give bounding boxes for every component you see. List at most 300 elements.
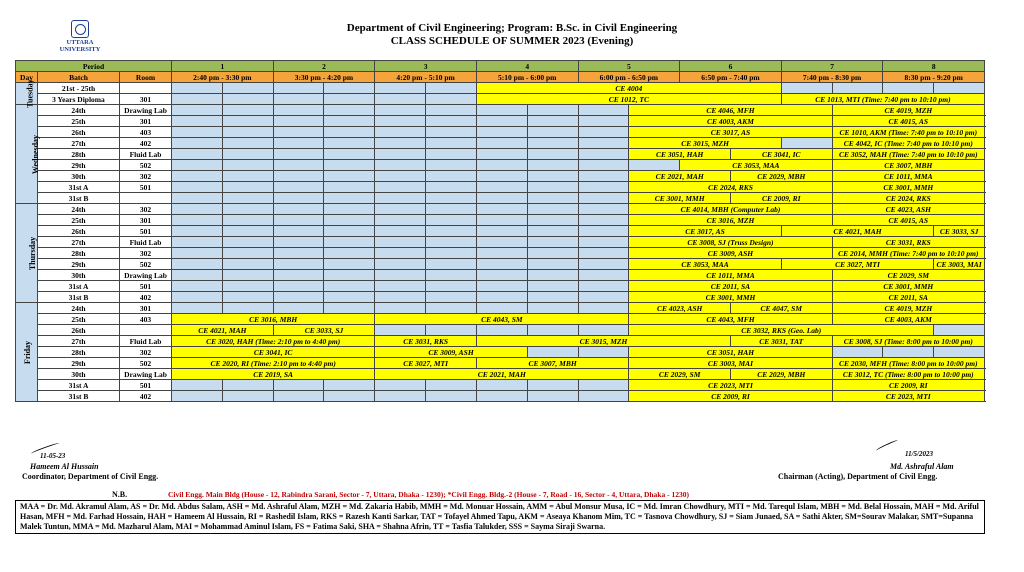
logo-text-top: UTTARA <box>66 39 94 46</box>
room-cell: Drawing Lab <box>120 270 172 281</box>
empty-slot <box>426 270 477 281</box>
period-number-8: 8 <box>883 61 985 72</box>
empty-slot <box>172 248 223 259</box>
class-slot: CE 3003, MAI <box>934 259 985 270</box>
empty-slot <box>578 237 629 248</box>
day-name: Thursday <box>28 236 38 270</box>
class-slot: CE 3020, HAH (Time: 2:10 pm to 4:40 pm) <box>172 336 375 347</box>
period-header: Period <box>16 61 172 72</box>
empty-slot <box>375 94 426 105</box>
time-slot-header: 6:00 pm - 6:50 pm <box>578 72 680 83</box>
empty-slot <box>222 182 273 193</box>
day-label-wednesday <box>16 105 41 204</box>
empty-slot <box>324 105 375 116</box>
empty-slot <box>578 138 629 149</box>
empty-slot <box>527 248 578 259</box>
class-slot: CE 3001, MMH <box>832 182 984 193</box>
empty-slot <box>222 237 273 248</box>
room-cell: 302 <box>120 204 172 215</box>
empty-slot <box>426 380 477 391</box>
class-slot: CE 3008, SJ (Time: 8:00 pm to 10:00 pm) <box>832 336 984 347</box>
empty-slot <box>222 138 273 149</box>
schedule-row <box>16 105 985 116</box>
empty-slot <box>222 281 273 292</box>
empty-slot <box>172 105 223 116</box>
batch-cell: 25th <box>38 215 120 226</box>
schedule-row <box>16 204 985 215</box>
empty-slot <box>324 116 375 127</box>
schedule-row <box>16 347 985 358</box>
class-slot: CE 2020, RI (Time: 2:10 pm to 4:40 pm) <box>172 358 375 369</box>
empty-slot <box>527 347 578 358</box>
period-number-4: 4 <box>476 61 578 72</box>
empty-slot <box>578 116 629 127</box>
class-slot: CE 3003, MAI <box>629 358 832 369</box>
empty-slot <box>883 347 934 358</box>
empty-slot <box>375 292 426 303</box>
empty-slot <box>883 83 934 94</box>
empty-slot <box>426 325 477 336</box>
batch-cell: 30th <box>38 270 120 281</box>
day-label-thursday <box>16 204 38 303</box>
class-slot: CE 1013, MTI (Time: 7:40 pm to 10:10 pm) <box>781 94 984 105</box>
empty-slot <box>476 281 527 292</box>
period-number-6: 6 <box>680 61 782 72</box>
chairman-title: Chairman (Acting), Department of Civil Engg. <box>778 472 938 481</box>
empty-slot <box>324 127 375 138</box>
empty-slot <box>324 259 375 270</box>
batch-cell: 27th <box>38 138 120 149</box>
empty-slot <box>324 380 375 391</box>
time-slot-header: 4:20 pm - 5:10 pm <box>375 72 477 83</box>
class-slot: CE 4043, MFH <box>629 314 832 325</box>
empty-slot <box>222 105 273 116</box>
batch-cell: 31st A <box>38 281 120 292</box>
empty-slot <box>578 391 629 402</box>
class-slot: CE 3031, TAT <box>730 336 832 347</box>
empty-slot <box>578 193 629 204</box>
empty-slot <box>527 215 578 226</box>
empty-slot <box>426 292 477 303</box>
class-slot: CE 4019, MZH <box>832 105 984 116</box>
empty-slot <box>172 149 223 160</box>
empty-slot <box>273 237 324 248</box>
class-slot: CE 3001, MMH <box>629 193 731 204</box>
empty-slot <box>172 391 223 402</box>
empty-slot <box>375 116 426 127</box>
class-slot: CE 3033, SJ <box>273 325 375 336</box>
schedule-subtitle: CLASS SCHEDULE OF SUMMER 2023 (Evening) <box>390 35 634 47</box>
class-slot: CE 2019, SA <box>172 369 375 380</box>
schedule-row <box>16 358 985 369</box>
empty-slot <box>476 193 527 204</box>
coordinator-title: Coordinator, Department of Civil Engg. <box>22 472 159 481</box>
empty-slot <box>172 259 223 270</box>
class-slot: CE 4021, MAH <box>781 226 933 237</box>
empty-slot <box>273 149 324 160</box>
class-slot: CE 4015, AS <box>832 215 984 226</box>
class-slot: CE 3033, SJ <box>934 226 985 237</box>
empty-slot <box>273 259 324 270</box>
empty-slot <box>324 83 375 94</box>
empty-slot <box>476 380 527 391</box>
empty-slot <box>273 105 324 116</box>
empty-slot <box>426 237 477 248</box>
empty-slot <box>375 83 426 94</box>
empty-slot <box>273 204 324 215</box>
empty-slot <box>324 193 375 204</box>
batch-cell: 21st - 25th <box>38 83 120 94</box>
class-slot: CE 3015, MZH <box>476 336 730 347</box>
schedule-row <box>16 336 985 347</box>
empty-slot <box>222 149 273 160</box>
room-cell: 403 <box>120 127 172 138</box>
batch-cell: 28th <box>38 248 120 259</box>
batch-cell: 29th <box>38 160 120 171</box>
empty-slot <box>476 270 527 281</box>
empty-slot <box>273 83 324 94</box>
room-cell: 402 <box>120 391 172 402</box>
room-cell: 302 <box>120 171 172 182</box>
empty-slot <box>578 127 629 138</box>
schedule-row <box>16 325 985 336</box>
class-slot: CE 3001, MMH <box>832 281 984 292</box>
nb-label: N.B. <box>112 490 128 499</box>
schedule-row <box>16 292 985 303</box>
empty-slot <box>222 94 273 105</box>
empty-slot <box>527 270 578 281</box>
empty-slot <box>172 160 223 171</box>
batch-cell: 31st A <box>38 380 120 391</box>
empty-slot <box>426 171 477 182</box>
class-slot: CE 2024, RKS <box>832 193 984 204</box>
empty-slot <box>578 259 629 270</box>
class-slot: CE 3009, ASH <box>629 248 832 259</box>
empty-slot <box>172 94 223 105</box>
empty-slot <box>578 347 629 358</box>
empty-slot <box>426 226 477 237</box>
day-label-tuesday <box>16 79 38 108</box>
empty-slot <box>375 281 426 292</box>
empty-slot <box>172 182 223 193</box>
batch-cell: 31st B <box>38 193 120 204</box>
empty-slot <box>324 171 375 182</box>
room-column-header: Room <box>120 72 172 83</box>
empty-slot <box>375 149 426 160</box>
empty-slot <box>426 248 477 259</box>
class-schedule-table <box>15 60 985 402</box>
empty-slot <box>324 160 375 171</box>
empty-slot <box>426 303 477 314</box>
empty-slot <box>426 127 477 138</box>
time-slot-header: 5:10 pm - 6:00 pm <box>476 72 578 83</box>
empty-slot <box>527 149 578 160</box>
class-slot: CE 2024, RKS <box>629 182 832 193</box>
day-name: Tuesday <box>25 79 35 108</box>
empty-slot <box>273 127 324 138</box>
empty-slot <box>172 116 223 127</box>
chairman-name: Md. Ashraful Alam <box>890 462 954 471</box>
class-slot: CE 1012, TC <box>476 94 781 105</box>
batch-cell: 28th <box>38 149 120 160</box>
class-slot: CE 2023, MTI <box>629 380 832 391</box>
class-slot: CE 4003, AKM <box>629 116 832 127</box>
class-slot: CE 3007, MBH <box>476 358 628 369</box>
time-slot-header: 6:50 pm - 7:40 pm <box>680 72 782 83</box>
empty-slot <box>527 127 578 138</box>
empty-slot <box>476 237 527 248</box>
room-cell <box>120 193 172 204</box>
batch-cell: 26th <box>38 127 120 138</box>
empty-slot <box>578 105 629 116</box>
empty-slot <box>476 391 527 402</box>
class-slot: CE 4047, SM <box>730 303 832 314</box>
empty-slot <box>324 292 375 303</box>
empty-slot <box>426 193 477 204</box>
empty-slot <box>273 116 324 127</box>
empty-slot <box>426 204 477 215</box>
room-cell: 501 <box>120 380 172 391</box>
empty-slot <box>375 270 426 281</box>
batch-cell: 24th <box>38 303 120 314</box>
class-slot: CE 3027, MTI <box>781 259 933 270</box>
empty-slot <box>578 149 629 160</box>
room-cell: 502 <box>120 160 172 171</box>
class-slot: CE 2029, MBH <box>730 369 832 380</box>
empty-slot <box>324 149 375 160</box>
empty-slot <box>172 237 223 248</box>
class-slot: CE 3027, MTI <box>375 358 477 369</box>
empty-slot <box>832 347 883 358</box>
room-cell: 301 <box>120 303 172 314</box>
class-slot: CE 2029, MBH <box>730 171 832 182</box>
empty-slot <box>527 105 578 116</box>
empty-slot <box>578 171 629 182</box>
schedule-title: Department of Civil Engineering; Program: B.Sc. in Civil Engineering <box>346 22 678 34</box>
period-number-2: 2 <box>273 61 375 72</box>
empty-slot <box>578 325 629 336</box>
empty-slot <box>527 303 578 314</box>
room-cell: 301 <box>120 116 172 127</box>
schedule-row <box>16 160 985 171</box>
empty-slot <box>273 248 324 259</box>
empty-slot <box>324 391 375 402</box>
empty-slot <box>324 94 375 105</box>
empty-slot <box>273 270 324 281</box>
empty-slot <box>172 303 223 314</box>
room-cell: 502 <box>120 259 172 270</box>
room-cell: 501 <box>120 226 172 237</box>
empty-slot <box>426 259 477 270</box>
empty-slot <box>222 248 273 259</box>
class-slot: CE 2009, RI <box>730 193 832 204</box>
room-cell: 502 <box>120 358 172 369</box>
empty-slot <box>476 325 527 336</box>
room-cell: Fluid Lab <box>120 336 172 347</box>
empty-slot <box>476 292 527 303</box>
batch-cell: 27th <box>38 237 120 248</box>
schedule-row <box>16 380 985 391</box>
teacher-initials-legend: MAA = Dr. Md. Akramul Alam, AS = Dr. Md. Abdus Salam, ASH = Md. Ashraful Alam, MZH = Md. Zakaria Habib, MMH = Md. Monuar Hossain, AMM = Abul Monsur Musa, IC = Md. Imran Chowdhury, MTI = Md. Tarequl Islam, MBH = Md. Belal Hossain, MAH = Md. Ariful Hasan, MFH = Md. Farhad Hossain, HAH = Hameem Al Hussain, RI = Rashedil Islam, RKS = Razesh Kanti Sarkar, TAT = Tofayel Ahmed Tapu, AKM = Aseaya Khanom Mim, TC = Tasnova Chowdhury, SJ = Siam Junaed, SA = Sathi Akter, SM=Sourav Malakar, SMT=Supanna Malek Tuntun, MMA = Md. Mazharul Alam, MAI = Mohammad Aminul Islam, FS = Fatima Saki, SHA = Shahna Afrin, TT = Tasfia Talukder, SSS = Sayma Siraji Swarna. <box>15 500 985 534</box>
logo-text-bottom: UNIVERSITY <box>59 46 101 53</box>
empty-slot <box>426 160 477 171</box>
schedule-row <box>16 369 985 380</box>
class-slot: CE 2009, RI <box>832 380 984 391</box>
empty-slot <box>375 215 426 226</box>
empty-slot <box>476 138 527 149</box>
class-slot: CE 2011, SA <box>629 281 832 292</box>
class-slot: CE 2009, RI <box>629 391 832 402</box>
empty-slot <box>476 160 527 171</box>
empty-slot <box>222 270 273 281</box>
empty-slot <box>324 303 375 314</box>
right-signature-date: 11/5/2023 <box>905 450 934 458</box>
empty-slot <box>476 303 527 314</box>
class-slot: CE 3001, MMH <box>629 292 832 303</box>
batch-cell: 27th <box>38 336 120 347</box>
time-slot-header: 3:30 pm - 4:20 pm <box>273 72 375 83</box>
empty-slot <box>273 160 324 171</box>
empty-slot <box>781 83 832 94</box>
class-slot: CE 2014, MMH (Time: 7:40 pm to 10:10 pm) <box>832 248 984 259</box>
empty-slot <box>324 138 375 149</box>
empty-slot <box>476 248 527 259</box>
batch-cell: 24th <box>38 105 120 116</box>
empty-slot <box>273 215 324 226</box>
empty-slot <box>324 281 375 292</box>
empty-slot <box>578 182 629 193</box>
class-slot: CE 3051, HAH <box>629 149 731 160</box>
empty-slot <box>375 248 426 259</box>
time-slot-header: 2:40 pm - 3:30 pm <box>172 72 274 83</box>
empty-slot <box>375 325 426 336</box>
coordinator-name: Hameem Al Hussain <box>30 462 99 471</box>
class-slot: CE 4003, AKM <box>832 314 984 325</box>
empty-slot <box>426 94 477 105</box>
room-cell: 402 <box>120 138 172 149</box>
empty-slot <box>629 160 680 171</box>
room-cell: 403 <box>120 314 172 325</box>
empty-slot <box>426 215 477 226</box>
empty-slot <box>578 204 629 215</box>
empty-slot <box>172 193 223 204</box>
class-slot: CE 4004 <box>476 83 781 94</box>
building-locations: Civil Engg. Main Bldg (House - 12, Rabindra Sarani, Sector - 7, Uttara, Dhaka - 1230); *Civil Engg. Bldg.-2 (House - 7, Road - 16, Sector - 4, Uttara, Dhaka - 1230) <box>168 490 689 499</box>
left-signature-date: 11-05-23 <box>40 452 66 460</box>
batch-cell: 25th <box>38 314 120 325</box>
room-cell: 301 <box>120 215 172 226</box>
empty-slot <box>934 347 985 358</box>
empty-slot <box>426 83 477 94</box>
class-slot: CE 3052, MAH (Time: 7:40 pm to 10:10 pm) <box>832 149 984 160</box>
schedule-row <box>16 94 985 105</box>
empty-slot <box>324 215 375 226</box>
empty-slot <box>375 138 426 149</box>
batch-column-header: Batch <box>38 72 120 83</box>
batch-cell: 31st A <box>38 182 120 193</box>
empty-slot <box>934 325 985 336</box>
empty-slot <box>273 182 324 193</box>
empty-slot <box>324 182 375 193</box>
empty-slot <box>375 204 426 215</box>
class-slot: CE 3032, RKS (Geo. Lab) <box>629 325 934 336</box>
room-cell: 402 <box>120 292 172 303</box>
empty-slot <box>222 303 273 314</box>
empty-slot <box>375 237 426 248</box>
empty-slot <box>476 226 527 237</box>
empty-slot <box>527 292 578 303</box>
empty-slot <box>375 259 426 270</box>
room-cell: 302 <box>120 248 172 259</box>
class-slot: CE 4014, MBH (Computer Lab) <box>629 204 832 215</box>
room-cell: 302 <box>120 347 172 358</box>
empty-slot <box>476 116 527 127</box>
empty-slot <box>172 270 223 281</box>
class-slot: CE 1011, MMA <box>832 171 984 182</box>
empty-slot <box>273 380 324 391</box>
empty-slot <box>375 182 426 193</box>
class-slot: CE 3053, MAA <box>629 259 781 270</box>
empty-slot <box>527 237 578 248</box>
schedule-row <box>16 281 985 292</box>
empty-slot <box>578 215 629 226</box>
class-slot: CE 3008, SJ (Truss Design) <box>629 237 832 248</box>
period-number-5: 5 <box>578 61 680 72</box>
empty-slot <box>273 171 324 182</box>
room-cell: Fluid Lab <box>120 149 172 160</box>
class-slot: CE 4042, IC (Time: 7:40 pm to 10:10 pm) <box>832 138 984 149</box>
empty-slot <box>476 204 527 215</box>
empty-slot <box>324 248 375 259</box>
empty-slot <box>172 226 223 237</box>
empty-slot <box>172 215 223 226</box>
empty-slot <box>934 83 985 94</box>
batch-cell: 26th <box>38 325 120 336</box>
schedule-row <box>16 248 985 259</box>
empty-slot <box>324 270 375 281</box>
empty-slot <box>527 116 578 127</box>
schedule-row <box>16 171 985 182</box>
empty-slot <box>222 292 273 303</box>
schedule-row <box>16 193 985 204</box>
university-emblem-icon <box>71 20 89 38</box>
room-cell: Drawing Lab <box>120 105 172 116</box>
day-name: Friday <box>23 340 33 364</box>
day-name: Wednesday <box>31 134 41 174</box>
class-slot: CE 4019, MZH <box>832 303 984 314</box>
empty-slot <box>273 281 324 292</box>
empty-slot <box>426 116 477 127</box>
empty-slot <box>324 204 375 215</box>
empty-slot <box>222 171 273 182</box>
time-slot-header: 8:30 pm - 9:20 pm <box>883 72 985 83</box>
empty-slot <box>426 281 477 292</box>
day-column-header: Day <box>16 72 38 83</box>
empty-slot <box>375 171 426 182</box>
empty-slot <box>527 281 578 292</box>
room-cell <box>120 325 172 336</box>
class-slot: CE 3041, IC <box>172 347 375 358</box>
class-slot: CE 4046, MFH <box>629 105 832 116</box>
empty-slot <box>273 193 324 204</box>
batch-cell: 24th <box>38 204 120 215</box>
period-number-1: 1 <box>172 61 274 72</box>
class-slot: CE 3031, RKS <box>375 336 477 347</box>
empty-slot <box>273 303 324 314</box>
class-slot: CE 3051, HAH <box>629 347 832 358</box>
empty-slot <box>222 127 273 138</box>
schedule-row <box>16 391 985 402</box>
